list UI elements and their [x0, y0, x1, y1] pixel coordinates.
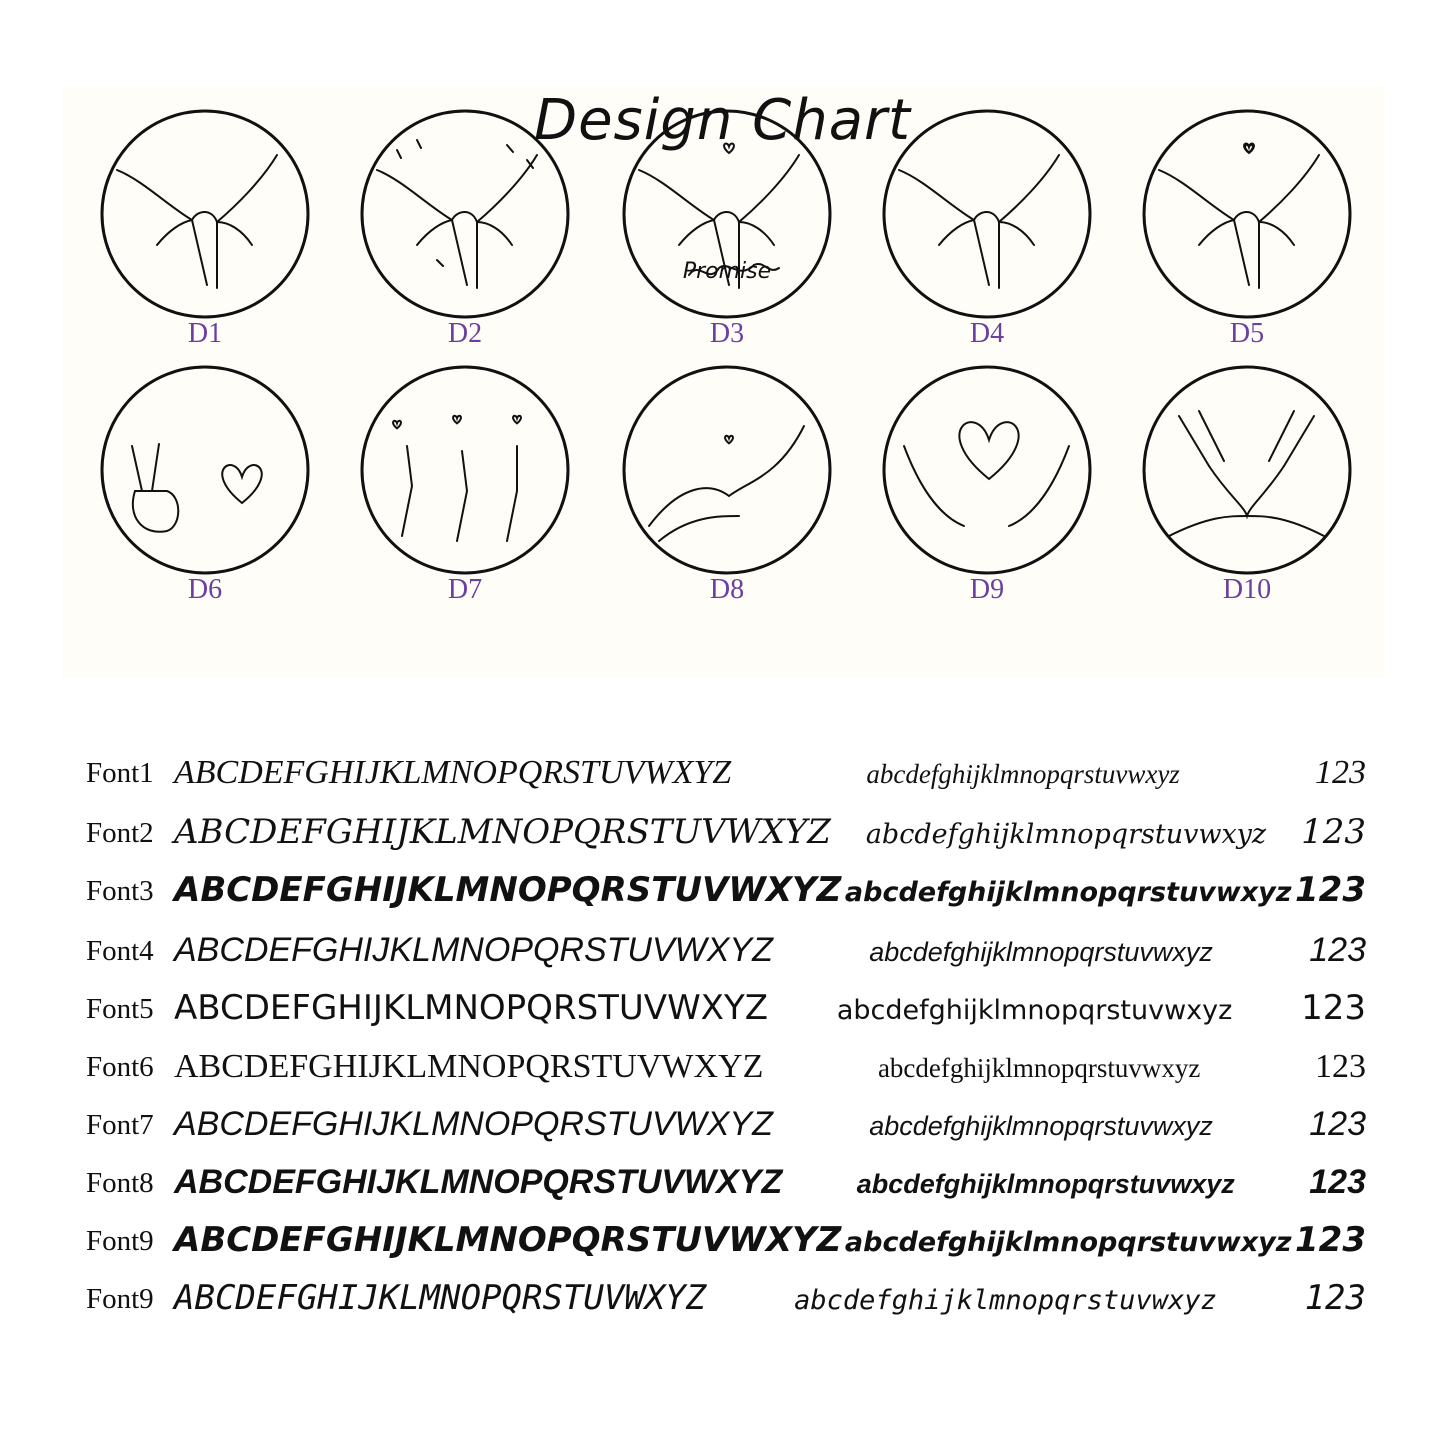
line-art-stroke [457, 451, 467, 541]
font-sample [174, 931, 1366, 970]
font-sample-uppercase: ABCDEFGHIJKLMNOPQRSTUVWXYZ [174, 931, 773, 969]
font-sample [174, 1163, 1366, 1202]
font-sample [174, 870, 1366, 910]
font-sample [174, 812, 1366, 852]
line-art-stroke [402, 446, 412, 536]
font-name-label: Font9 [86, 1225, 154, 1257]
font-sample-lowercase: abcdefghijklmnopqrstuvwxyz [877, 1053, 1201, 1083]
design-artwork-three-finger-hearts [357, 362, 573, 578]
font-sample-numbers: 123 [1309, 1105, 1366, 1143]
font-row-9[interactable] [86, 1208, 1366, 1264]
font-row-3[interactable] [86, 858, 1366, 914]
design-circle-outline [884, 111, 1090, 317]
line-art-stroke [959, 422, 1018, 479]
font-sample-lowercase: abcdefghijklmnopqrstuvwxyz [844, 1227, 1292, 1258]
font-sample [174, 1220, 1366, 1260]
font-row-2[interactable] [86, 800, 1366, 856]
design-item-d6[interactable] [95, 362, 315, 604]
line-art-stroke [999, 222, 1034, 245]
line-art-stroke [739, 222, 774, 245]
line-art-stroke [222, 465, 261, 503]
design-item-d3[interactable] [617, 106, 837, 348]
font-sample-lowercase: abcdefghijklmnopqrstuvwxyz [844, 877, 1292, 908]
font-sample-lowercase: abcdefghijklmnopqrstuvwxyz [865, 819, 1267, 850]
line-art-stroke [117, 170, 207, 285]
font-sample-uppercase: ABCDEFGHIJKLMNOPQRSTUVWXYZ [174, 988, 769, 1028]
line-art-stroke [513, 416, 521, 424]
line-art-stroke [393, 421, 401, 429]
line-art-stroke [1234, 212, 1259, 222]
design-circle-outline [1144, 367, 1350, 573]
line-art-stroke [157, 220, 192, 245]
font-name-label: Font2 [86, 817, 154, 849]
font-sample-numbers: 123 [1295, 870, 1366, 910]
font-sample-numbers: 123 [1309, 1163, 1366, 1201]
font-name-label: Font3 [86, 875, 154, 907]
design-item-d8[interactable] [617, 362, 837, 604]
font-row-1[interactable] [86, 740, 1366, 796]
font-sample [174, 988, 1366, 1028]
line-art-stroke [192, 212, 217, 222]
line-art-stroke [477, 222, 512, 245]
line-art-stroke [974, 212, 999, 222]
design-item-d5[interactable] [1137, 106, 1357, 348]
design-circle-outline [624, 111, 830, 317]
line-art-stroke [217, 222, 252, 245]
line-art-stroke [417, 220, 452, 245]
design-label: D2 [447, 318, 483, 349]
line-art-stroke [659, 516, 739, 541]
font-sample-numbers: 123 [1314, 1048, 1366, 1085]
line-art-stroke [679, 220, 714, 245]
font-name-label: Font1 [86, 757, 154, 789]
font-sample-numbers: 123 [1304, 1278, 1366, 1318]
design-item-d7[interactable] [355, 362, 575, 604]
design-label: D8 [709, 574, 745, 605]
design-label: D9 [969, 574, 1005, 605]
design-item-d2[interactable] [355, 106, 575, 348]
line-art-stroke [217, 155, 277, 288]
design-artwork-linked-pinky-hands [97, 106, 313, 322]
font-row-6[interactable] [86, 1034, 1366, 1090]
design-item-d1[interactable] [95, 106, 315, 348]
font-sample-lowercase: abcdefghijklmnopqrstuvwxyz [794, 1285, 1217, 1316]
line-art-stroke [397, 140, 533, 266]
font-name-label: Font4 [86, 935, 154, 967]
font-sample-numbers: 123 [1309, 931, 1366, 969]
line-art-stroke [1179, 411, 1314, 466]
font-sample-numbers: 123 [1315, 754, 1366, 791]
design-item-d10[interactable] [1137, 362, 1357, 604]
design-circle-outline [362, 111, 568, 317]
design-circle-outline [624, 367, 830, 573]
design-label: D1 [187, 318, 223, 349]
font-name-label: Font6 [86, 1051, 154, 1083]
design-artwork-peace-sign-and-heart [97, 362, 313, 578]
font-row-5[interactable] [86, 976, 1366, 1032]
font-sample [174, 1105, 1366, 1144]
line-art-stroke [904, 446, 964, 526]
font-sample-lowercase: abcdefghijklmnopqrstuvwxyz [869, 937, 1213, 967]
font-sample-uppercase: ABCDEFGHIJKLMNOPQRSTUVWXYZ [174, 1048, 764, 1085]
line-art-stroke [724, 144, 734, 153]
design-label: D3 [709, 318, 745, 349]
line-art-stroke [1209, 466, 1284, 516]
design-artwork-pinky-promise-heart-script [619, 106, 835, 322]
line-art-stroke [1169, 516, 1324, 536]
font-sample-uppercase: ABCDEFGHIJKLMNOPQRSTUVWXYZ [174, 1220, 842, 1260]
line-art-stroke [725, 436, 733, 444]
font-row-4[interactable] [86, 918, 1366, 974]
design-artwork-holding-hands-heart [619, 362, 835, 578]
promise-script-text: Promise [682, 259, 772, 284]
design-label: D6 [187, 574, 223, 605]
line-art-stroke [132, 444, 178, 532]
font-sample-uppercase: ABCDEFGHIJKLMNOPQRSTUVWXYZ [174, 754, 732, 791]
font-sample-numbers: 123 [1295, 1220, 1366, 1260]
line-art-stroke [453, 416, 461, 424]
line-art-stroke [939, 220, 974, 245]
font-sample [174, 1048, 1366, 1086]
line-art-stroke [714, 212, 739, 222]
line-art-stroke [507, 446, 517, 541]
line-art-stroke [477, 155, 537, 288]
font-sample-lowercase: abcdefghijklmnopqrstuvwxyz [866, 759, 1180, 789]
font-sample-uppercase: ABCDEFGHIJKLMNOPQRSTUVWXYZ [174, 812, 831, 852]
design-label: D7 [447, 574, 483, 605]
design-label: D10 [1222, 574, 1272, 605]
design-circle-outline [1144, 111, 1350, 317]
font-name-label: Font8 [86, 1167, 154, 1199]
line-art-stroke [452, 212, 477, 222]
design-circle-outline [102, 367, 308, 573]
design-label: D5 [1229, 318, 1265, 349]
design-artwork-pinky-promise-sparkles [357, 106, 573, 322]
font-sample-numbers: 123 [1301, 988, 1366, 1028]
font-sample-lowercase: abcdefghijklmnopqrstuvwxyz [836, 995, 1233, 1026]
line-art-stroke [1245, 145, 1253, 153]
font-sample-uppercase: ABCDEFGHIJKLMNOPQRSTUVWXYZ [174, 1105, 773, 1143]
font-row-7[interactable] [86, 1092, 1366, 1148]
font-sample-numbers: 123 [1301, 812, 1366, 852]
design-circle-outline [102, 111, 308, 317]
line-art-stroke [1259, 155, 1319, 288]
font-sample-uppercase: ABCDEFGHIJKLMNOPQRSTUVWXYZ [174, 870, 842, 910]
font-name-label: Font9 [86, 1283, 154, 1315]
line-art-stroke [1259, 222, 1294, 245]
design-item-d4[interactable] [877, 106, 1097, 348]
design-artwork-pinky-promise [879, 106, 1095, 322]
font-sample-lowercase: abcdefghijklmnopqrstuvwxyz [856, 1169, 1235, 1199]
design-artwork-pinky-heart-outline [879, 362, 1095, 578]
font-sample-lowercase: abcdefghijklmnopqrstuvwxyz [869, 1111, 1213, 1141]
design-artwork-pinky-promise-small-heart [1139, 106, 1355, 322]
design-label: D4 [969, 318, 1005, 349]
font-sample-uppercase: ABCDEFGHIJKLMNOPQRSTUVWXYZ [174, 1163, 783, 1201]
line-art-stroke [999, 155, 1059, 288]
line-art-stroke [377, 170, 467, 285]
font-row-8[interactable] [86, 1150, 1366, 1206]
line-art-stroke [1009, 446, 1069, 526]
design-item-d9[interactable] [877, 362, 1097, 604]
page-title: Design Chart [533, 88, 912, 153]
line-art-stroke [1159, 170, 1249, 285]
font-name-label: Font7 [86, 1109, 154, 1141]
font-name-label: Font5 [86, 993, 154, 1025]
font-sample [174, 1278, 1366, 1318]
font-sample [174, 754, 1366, 792]
line-art-stroke [899, 170, 989, 285]
font-row-10[interactable] [86, 1266, 1366, 1322]
design-artwork-hand-heart-gesture [1139, 362, 1355, 578]
font-sample-uppercase: ABCDEFGHIJKLMNOPQRSTUVWXYZ [174, 1278, 707, 1318]
line-art-stroke [1199, 220, 1234, 245]
